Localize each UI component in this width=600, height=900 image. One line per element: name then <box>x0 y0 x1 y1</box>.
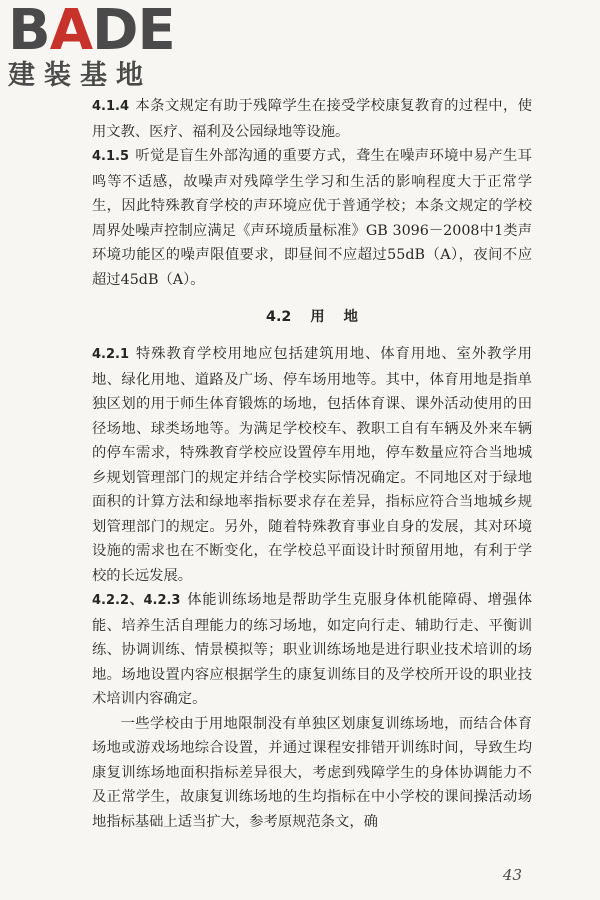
paragraph-4-1-4: 4.1.4 本条文规定有助于残障学生在接受学校康复教育的过程中，使用文教、医疗、福利及公园绿地等设施。 <box>92 98 532 140</box>
page-number: 43 <box>502 866 522 884</box>
logo-subtitle: 建装基地 <box>8 60 152 91</box>
page-content <box>92 94 532 834</box>
paragraph-4-1-5: 4.1.5 听觉是盲生外部沟通的重要方式，聋生在噪声环境中易产生耳鸣等不适感，故噪声对残障学生学习和生活的影响程度大于正常学生，因此特殊教育学校的声环境应优于普通学校；本条文规定的学校周界处噪声控制应满足《声环境质量标准》GB 3096－2008中1类声环境功能区的噪声限值要求，即昼间不应超过55dB（A），夜间不应超过45dB（A）。 <box>92 148 532 288</box>
section-heading: 4.2 用 地 <box>266 309 358 325</box>
logo <box>8 0 183 92</box>
logo-wordmark <box>8 0 183 63</box>
paragraph-4-2-2-4-2-3: 4.2.2、4.2.3 体能训练场地是帮助学生克服身体机能障碍、增强体能、培养生活自理能力的练习场地，如定向行走、辅助行走、平衡训练、协调训练、情景模拟等；职业训练场地是进行职业技术培训的场地。场地设置内容应根据学生的康复训练目的及学校所开设的职业技术培训内容确定。 <box>92 592 532 707</box>
paragraph-continuation: 一些学校由于用地限制没有单独区划康复训练场地，而结合体育场地或游戏场地综合设置，并通过课程安排错开训练时间，导致生均康复训练场地面积指标差异很大，考虑到残障学生的身体协调能力不及正常学生，故康复训练场地的生均指标在中小学校的课间操活动场地指标基础上适当扩大，参考原规范条文，确 <box>92 715 532 830</box>
logo-letters: BADE <box>8 0 175 63</box>
paragraph-4-2-1: 4.2.1 特殊教育学校用地应包括建筑用地、体育用地、室外教学用地、绿化用地、道路及广场、停车场用地等。其中，体育用地是指单独区划的用于师生体育锻炼的场地，包括体育课、课外活动使用的田径场地、球类场地等。为满足学校校车、教职工自有车辆及外来车辆的停车需求，特殊教育学校应设置停车用地，停车数量应符合当地城乡规划管理部门的规定并结合学校实际情况确定。不同地区对于绿地面积的计算方法和绿地率指标要求存在差异，指标应符合当地城乡规划管理部门的规定。另外，随着特殊教育事业自身的发展，其对环境设施的需求也在不断变化，在学校总平面设计时预留用地，有利于学校的长远发展。 <box>92 346 532 584</box>
